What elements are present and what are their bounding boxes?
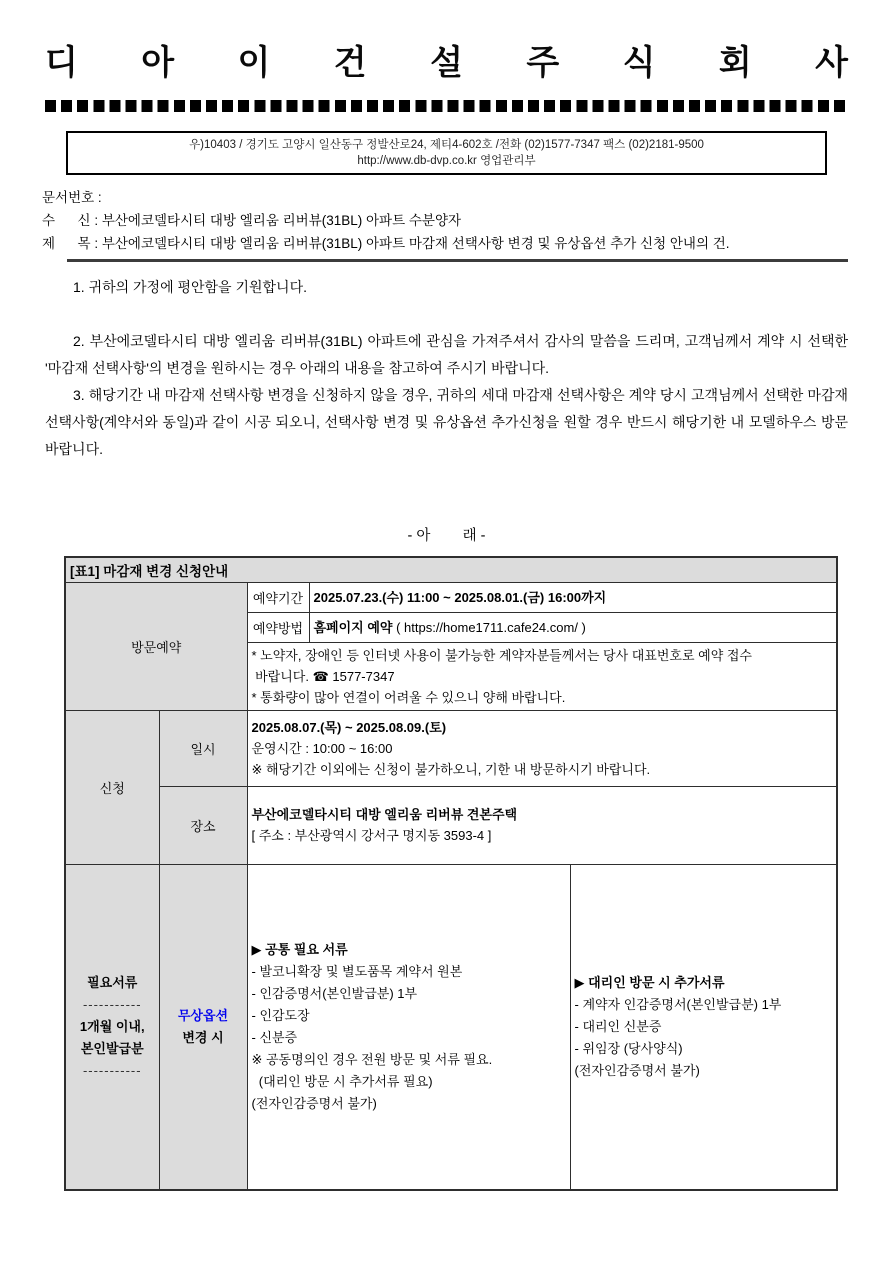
common-docs-cell (247, 864, 570, 1190)
datetime-label: 일시 (159, 710, 247, 786)
body-paragraph-3: 3. 해당기간 내 마감재 선택사항 변경을 신청하지 않을 경우, 귀하의 세대 마감재 선택사항은 계약 당시 고객님께서 선택한 마감재 선택사항(계약서와 동일)과 같이 시공 되오니, 선택사항 변경 및 유상옵션 추가신청을 원할 경우 반드시 해당기한 내 모델하우스 방문 바랍니다. (45, 386, 848, 457)
period-label: 예약기간 (247, 582, 309, 612)
proxy-doc-item: - 대리인 신분증 (574, 1018, 662, 1034)
visit-notes (247, 642, 837, 710)
datetime-content (247, 710, 837, 786)
body-text (45, 274, 848, 463)
method-value-rest: ( https://home1711.cafe24.com/ ) (392, 619, 586, 635)
place-name: 부산에코델타시티 대방 엘리움 리버뷰 견본주택 (251, 807, 518, 822)
period-value: 2025.07.23.(수) 11:00 ~ 2025.08.01.(금) 16:00까지 (309, 582, 837, 612)
required-docs-label (65, 864, 159, 1190)
subject-divider-rule (67, 259, 848, 262)
free-option-label (159, 864, 247, 1190)
free-option-line-1: 무상옵션 (177, 1007, 229, 1023)
required-docs-line-3: 본인발급분 (80, 1040, 144, 1056)
recipient-line: 수 신 : 부산에코델타시티 대방 엘리움 리버뷰(31BL) 아파트 수분양자 (42, 212, 462, 228)
place-content (247, 786, 837, 864)
visit-note-3: * 통화량이 많아 연결이 어려울 수 있으니 양해 바랍니다. (251, 689, 566, 705)
subject-line: 제 목 : 부산에코델타시티 대방 엘리움 리버뷰(31BL) 아파트 마감재 선택사항 변경 및 유상옵션 추가 신청 안내의 건. (42, 235, 730, 251)
method-label: 예약방법 (247, 612, 309, 642)
common-doc-item: - 신분증 (251, 1029, 298, 1045)
address-line-1: 우)10403 / 경기도 고양시 일산동구 정발산로24, 제티4-602호 /전화 (02)1577-7347 팩스 (02)2181-9500 (189, 138, 704, 151)
company-title: 디 아 이 건 설 주 식 회 사 (45, 44, 848, 82)
proxy-docs-cell (570, 864, 837, 1190)
datetime-hours: 운영시간 : 10:00 ~ 16:00 (251, 740, 393, 756)
common-doc-item: - 발코니확장 및 별도품목 계약서 원본 (251, 963, 463, 979)
proxy-doc-item: - 계약자 인감증명서(본인발급분) 1부 (574, 996, 782, 1012)
visit-note-2: 바랍니다. ☎ 1577-7347 (251, 668, 395, 684)
place-address: [ 주소 : 부산광역시 강서구 명지동 3593-4 ] (251, 828, 492, 843)
place-label: 장소 (159, 786, 247, 864)
proxy-docs-title: ▶ 대리인 방문 시 추가서류 (574, 974, 725, 990)
common-doc-item: - 인감도장 (251, 1007, 310, 1023)
required-docs-dashes-1: ----------- (82, 996, 142, 1012)
proxy-doc-item: (전자인감증명서 불가) (574, 1062, 700, 1078)
common-doc-item: (전자인감증명서 불가) (251, 1095, 377, 1111)
address-box (66, 131, 827, 175)
datetime-notice: ※ 해당기간 이외에는 신청이 불가하오니, 기한 내 방문하시기 바랍니다. (251, 761, 651, 777)
common-doc-item: (대리인 방문 시 추가서류 필요) (251, 1073, 433, 1089)
proxy-doc-item: - 위임장 (당사양식) (574, 1040, 683, 1056)
document-info (42, 186, 848, 255)
visit-reservation-label: 방문예약 (65, 582, 247, 710)
common-doc-item: - 인감증명서(본인발급분) 1부 (251, 985, 418, 1001)
body-paragraph-2: 2. 부산에코델타시티 대방 엘리움 리버뷰(31BL) 아파트에 관심을 가져주셔서 감사의 말씀을 드리며, 고객님께서 계약 시 선택한 '마감재 선택사항'의 변경을 원하시는 경우 아래의 내용을 참고하여 주시기 바랍니다. (45, 332, 848, 376)
visit-note-1: * 노약자, 장애인 등 인터넷 사용이 불가능한 계약자분들께서는 당사 대표번호로 예약 접수 (251, 647, 752, 663)
datetime-range: 2025.08.07.(목) ~ 2025.08.09.(토) (251, 719, 447, 735)
table-title: [표1] 마감재 변경 신청안내 (65, 557, 837, 583)
free-option-line-2: 변경 시 (182, 1029, 224, 1045)
required-docs-line-1: 필요서류 (87, 974, 138, 990)
address-line-2: http://www.db-dvp.co.kr 영업관리부 (357, 154, 536, 167)
common-doc-item: ※ 공동명의인 경우 전원 방문 및 서류 필요. (251, 1051, 493, 1067)
required-docs-line-2: 1개월 이내, (79, 1018, 145, 1034)
common-docs-title: ▶ 공통 필요 서류 (251, 941, 348, 957)
document-number-line: 문서번호 : (42, 189, 102, 205)
below-divider-text: - 아 래 - (407, 527, 486, 544)
required-docs-dashes-2: ----------- (82, 1062, 142, 1078)
body-paragraph-1: 1. 귀하의 가정에 평안함을 기원합니다. (73, 278, 307, 295)
method-value-bold: 홈페이지 예약 (313, 619, 393, 635)
notice-table (64, 556, 838, 1192)
method-value (309, 612, 837, 642)
apply-label: 신청 (65, 710, 159, 864)
squares-divider-bar (45, 100, 848, 112)
